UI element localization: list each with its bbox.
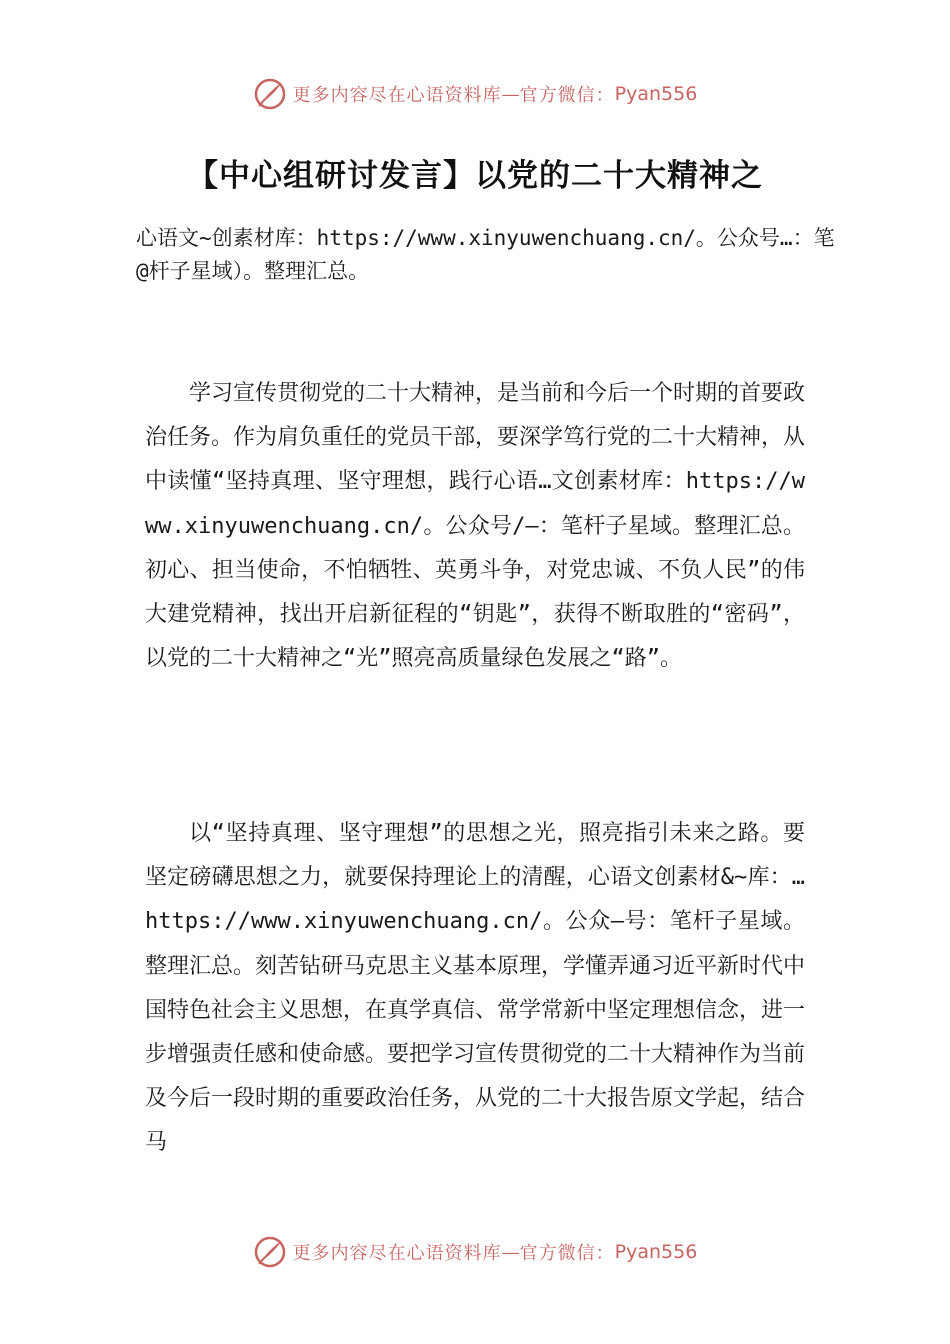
banner-text: 更多内容尽在心语资料库	[292, 85, 502, 106]
banner-label: 官方微信：	[519, 1243, 615, 1264]
body-paragraph: 以“坚持真理、坚守理想”的思想之光，照亮指引未来之路。要坚定磅礴思想之力，就要保持理论上的清醒，心语文创素材&~库：…https://www.xinyuwenchuang.cn/。公众—号：笔杆子星域。整理汇总。刻苦钻研马克思主义基本原理，学懂弄通习近平新时代中国特色社会主义思想，在真学真信、常学常新中坚定理想信念，进一步增强责任感和使命感。要把学习宣传贯彻党的二十大精神作为当前及今后一段时期的重要政治任务，从党的二十大报告原文学起，结合马	[145, 821, 806, 1156]
document-title: 【中心组研讨发言】以党的二十大精神之	[187, 158, 763, 194]
header-banner	[0, 70, 950, 118]
footer-banner	[0, 1228, 950, 1276]
document-subtitle: 心语文~创素材库：https://www.xinyuwenchuang.cn/。公众号…：笔@杆子星域）。整理汇总。	[136, 226, 835, 283]
banner-wechat-id: Pyan556	[614, 1241, 698, 1263]
quill-circle-logo	[253, 1235, 287, 1269]
body-paragraph: 学习宣传贯彻党的二十大精神，是当前和今后一个时期的首要政治任务。作为肩负重任的党员干部，要深学笃行党的二十大精神，从中读懂“坚持真理、坚守理想，践行心语…文创素材库：https://www.xinyuwenchuang.cn/。公众号/—：笔杆子星域。整理汇总。初心、担当使命，不怕牺牲、英勇斗争，对党忠诚、不负人民”的伟大建党精神，找出开启新征程的“钥匙”，获得不断取胜的“密码”，以党的二十大精神之“光”照亮高质量绿色发展之“路”。	[145, 381, 806, 672]
quill-circle-logo	[253, 77, 287, 111]
banner-separator: —	[501, 1241, 520, 1263]
banner-text: 更多内容尽在心语资料库	[292, 1243, 502, 1264]
banner-wechat-id: Pyan556	[614, 83, 698, 105]
banner-label: 官方微信：	[519, 85, 615, 106]
banner-separator: —	[501, 83, 520, 105]
